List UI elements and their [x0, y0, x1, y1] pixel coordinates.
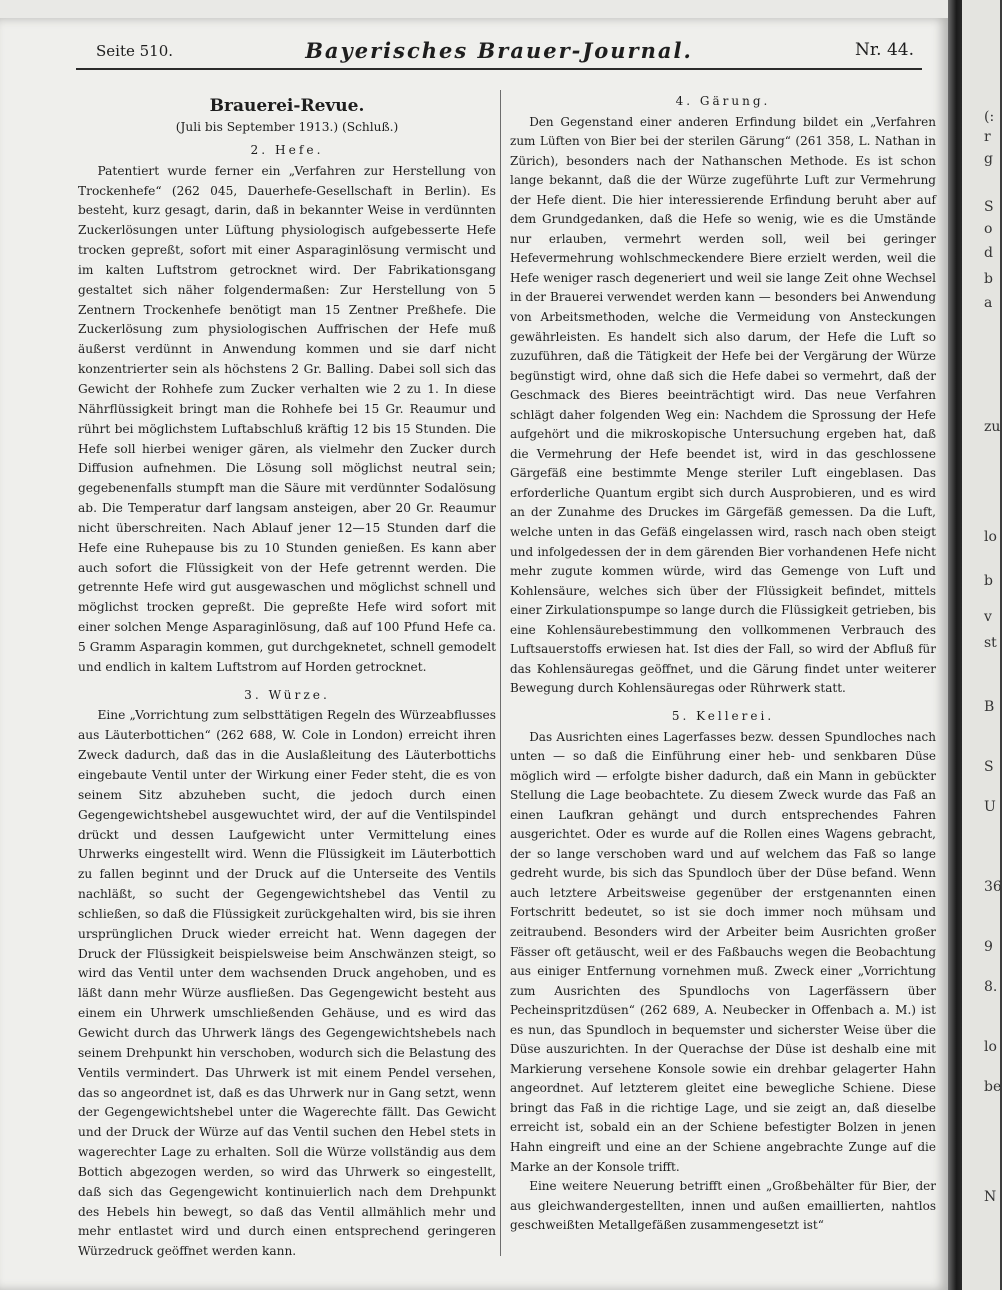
next-page-edge: [962, 0, 1000, 1290]
next-page-fragment: 36: [984, 879, 1002, 895]
journal-title: Bayerisches Brauer-Journal.: [305, 38, 693, 63]
next-page-fragment: S: [984, 759, 994, 775]
page-header: [76, 30, 922, 70]
next-page-fragment: lo: [984, 529, 997, 545]
next-page-fragment: b: [984, 573, 993, 589]
section-heading-wuerze: 3. Würze.: [244, 687, 330, 702]
next-page-fragment: a: [984, 295, 993, 311]
next-page-fragment: N: [984, 1189, 997, 1205]
next-page-fragment: B: [984, 699, 995, 715]
next-page-fragment: v: [984, 609, 992, 625]
section-heading-hefe: 2. Hefe.: [250, 142, 324, 157]
paragraph-hefe: Patentiert wurde ferner ein „Verfahren zur Herstellung von Trockenhefe“ (262 045, Dauerhefe-Gesellschaft in Berlin). Es besteht, kurz gesagt, darin, daß in bekannter Weise in verdünnten Zuckerlösungen unter Lüftung physiologisch aufgebesserte Hefe trocken gepreßt, sofort mit einer Asparaginlösung vermischt und im kalten Luftstrom getrocknet wird. Der Fabrikationsgang gestaltet sich näher folgendermaßen: Zur Herstellung von 5 Zentnern Trockenhefe benötigt man 15 Zentner Preßhefe. Die Zuckerlösung zum physiologischen Auffrischen der Hefe muß äußerst verdünnt in Anwendung kommen und sie darf nicht konzentrierter sein als höchstens 2 Gr. Balling. Dabei soll sich das Gewicht der Rohhefe zum Zucker verhalten wie 2 zu 1. In diese Nährflüssigkeit bringt man die Rohhefe bei 15 Gr. Reaumur und rührt bei möglichstem Luftabschluß kräftig 12 bis 15 Stunden. Die Hefe soll hierbei weniger gären, als vielmehr den Zucker durch Diffusion aufnehmen. Die Lösung soll möglichst neutral sein; gegebenenfalls stumpft man die Säure mit verdünnter Sodalösung ab. Die Temperatur darf langsam ansteigen, aber 20 Gr. Reaumur nicht überschreiten. Nach Ablauf jener 12—15 Stunden darf die Hefe eine Ruhepause bis zu 10 Stunden genießen. Es kann aber auch sofort die Flüssigkeit von der Hefe getrennt werden. Die getrennte Hefe wird gut ausgewaschen und möglichst schnell und möglichst trocken gepreßt. Die gepreßte Hefe wird sofort mit einer solchen Menge Asparaginlösung, daß auf 100 Pfund Hefe ca. 5 Gramm Asparagin kommen, gut durchgeknetet, schnell gemodelt und endlich in kaltem Luftstrom auf Horden getrocknet.: [78, 163, 496, 674]
next-page-fragment: st: [984, 635, 997, 651]
next-page-fragment: b: [984, 271, 993, 287]
paragraph-gaerung: Den Gegenstand einer anderen Erfindung bildet ein „Verfahren zum Lüften von Bier bei der sterilen Gärung“ (261 358, L. Nathan in Zürich), besonders nach der Nathanschen Methode. Es ist schon lange bekannt, daß die der Würze zugeführte Luft zur Vermehrung der Hefe dient. Die hier interessierende Erfindung beruht aber auf dem Grundgedanken, daß die Hefe so wenig, wie es die Umstände nur erlauben, vermehrt werden soll, weil bei geringer Hefevermehrung wohlschmeckendere Biere erzielt werden, weil die Hefe weniger rasch degeneriert und weil sie lange Zeit ohne Wechsel in der Brauerei verwendet werden kann — besonders bei Anwendung von Arbeitsmethoden, welche die Vermeidung von Ansteckungen gewährleisten. Es handelt sich also darum, der Hefe die Luft so zuzuführen, daß die Tätigkeit der Hefe bei der Vergärung der Würze begünstigt wird, ohne daß sich die Hefe dabei so vermehrt, daß der Geschmack des Bieres beeinträchtigt wird. Das neue Verfahren schlägt daher folgenden Weg ein: Nachdem die Sprossung der Hefe aufgehört und die mikroskopische Untersuchung ergeben hat, daß die Vermehrung der Hefe beendet ist, wird in das geschlossene Gärgefäß eine bestimmte Menge steriler Luft eingeblasen. Das erforderliche Quantum ergibt sich durch Ausprobieren, und es wird an der Zunahme des Druckes im Gärgefäß gemessen. Da die Luft, welche unten in das Gefäß eingelassen wird, rasch nach oben steigt und infolgedessen der in dem gärenden Bier vorhandenen Hefe nicht mehr zugute kommen würde, wird das Gemenge von Luft und Kohlensäure, welches sich über der Flüssigkeit befindet, mittels einer Zirkulationspumpe so lange durch die Flüssigkeit getrieben, bis eine Kohlensäurebestimmung den vollkommenen Verbrauch des Luftsauerstoffs erwiesen hat. Ist dies der Fall, so wird der Abfluß für das Kohlensäuregas geöffnet, und die Gärung findet unter weiterer Bewegung durch Kohlensäuregas oder Rührwerk statt.: [510, 114, 936, 696]
issue-number: Nr. 44.: [855, 40, 914, 60]
left-column: [78, 92, 496, 1262]
page-number: Seite 510.: [96, 42, 174, 60]
article-title: Brauerei-Revue.: [209, 96, 365, 116]
next-page-fragment: (:: [984, 109, 995, 125]
paragraph-kellerei-1: Das Ausrichten eines Lagerfasses bezw. dessen Spundloches nach unten — so daß die Einführung einer heb- und senkbaren Düse möglich wird — erfolgte bisher dadurch, daß ein Mann in gebückter Stellung die Lage beobachtete. Zu diesem Zweck wurde das Faß an einen Laufkran gehängt und durch entsprechendes Fahren ausgerichtet. Oder es wurde auf die Rollen eines Wagens gebracht, der so lange verschoben ward und auf welchem das Faß so lange gedreht wurde, bis sich das Spundloch über der Düse befand. Wenn auch letztere Arbeitsweise gegenüber der erstgenannten einen Fortschritt bedeutet, so ist sie doch immer noch mühsam und zeitraubend. Besonders wird der Arbeiter beim Ausrichten großer Fässer oft getäuscht, weil er des Faßbauchs wegen die Beobachtung aus einiger Entfernung vornehmen muß. Zweck einer „Vorrichtung zum Ausrichten des Spundlochs von Lagerfässern über Pecheinspritzdüsen“ (262 689, A. Neubecker in Offenbach a. M.) ist es nun, das Spundloch in bequemster und sicherster Weise über die Düse auszurichten. In der Querachse der Düse ist deshalb eine mit Markierung versehene Konsole sowie ein drehbar gelagerter Hahn angeordnet. Auf letzterem gleitet eine bewegliche Schiene. Diese bringt das Faß in die richtige Lage, und sie zeigt an, daß dieselbe erreicht ist, sobald ein an der Schiene befestigter Bolzen in jenen Hahn eingreift und eine an der Schiene angebrachte Zunge auf die Marke an der Konsole trifft.: [510, 729, 936, 1174]
next-page-fragment: o: [984, 221, 993, 237]
right-column: [510, 92, 936, 1236]
header-rule: [76, 68, 922, 70]
next-page-fragment: lo: [984, 1039, 997, 1055]
book-gutter: [948, 0, 962, 1290]
paragraph-kellerei-2: Eine weitere Neuerung betrifft einen „Großbehälter für Bier, der aus gleichwandergestellten, innen und außen emaillierten, nahtlos geschweißten Metallgefäßen zusammengesetzt ist“: [510, 1179, 936, 1233]
section-heading-kellerei: 5. Kellerei.: [671, 708, 775, 723]
next-page-fragment: 8.: [984, 979, 998, 995]
next-page-fragment: zu: [984, 419, 1001, 435]
next-page-fragment: S: [984, 199, 994, 215]
paragraph-wuerze: Eine „Vorrichtung zum selbsttätigen Regeln des Würzeabflusses aus Läuterbottichen“ (262 688, W. Cole in London) erreicht ihren Zweck dadurch, daß das in die Auslaßleitung des Läuterbottichs eingebaute Ventil unter der Wirkung einer Feder steht, die es von seinem Sitz abzuheben sucht, die jedoch durch einen Gegengewichtshebel ausgewuchtet wird, der auf die Ventilspindel drückt und dessen Laufgewicht unter Vermittelung eines Uhrwerks eingestellt wird. Wenn die Flüssigkeit im Läuterbottich zu fallen beginnt und der Druck auf die Unterseite des Ventils nachläßt, so sucht der Gegengewichtshebel das Ventil zu schließen, so daß die Flüssigkeit zurückgehalten wird, bis sie ihren ursprünglichen Druck wieder erreicht hat. Wenn dagegen der Druck der Flüssigkeit beispielsweise beim Anschwänzen steigt, so wird das Ventil unter dem wachsenden Druck angehoben, und es läßt dann mehr Würze ausfließen. Das Gegengewicht besteht aus einem ein Uhrwerk umschließenden Gehäuse, und es wird das Gewicht durch das Uhrwerk längs des Gegengewichtshebels nach seinem Drehpunkt hin verschoben, wodurch sich die Belastung des Ventils vermindert. Das Uhrwerk ist mit einem Pendel versehen, das so angeordnet ist, daß es das Uhrwerk nur in Gang setzt, wenn der Gegengewichtshebel unter die Wagerechte fällt. Das Gewicht und der Druck der Würze auf das Ventil suchen den Hebel stets in wagerechter Lage zu erhalten. Soll die Würze vollständig aus dem Bottich abgezogen werden, so wird das Uhrwerk so eingestellt, daß sich das Gegengewicht kontinuierlich nach dem Drehpunkt des Hebels hin bewegt, so daß das Ventil allmählich mehr und mehr entlastet wird und durch einen entsprechend geringeren Würzedruck geöffnet werden kann.: [78, 708, 496, 1259]
next-page-fragment: r: [984, 129, 991, 145]
next-page-fragment: 9: [984, 939, 993, 955]
next-page-fragment: U: [984, 799, 996, 815]
column-divider: [500, 90, 501, 1256]
next-page-fragment: d: [984, 245, 993, 261]
section-heading-gaerung: 4. Gärung.: [675, 94, 771, 108]
next-page-fragment: g: [984, 151, 993, 167]
article-subtitle: (Juli bis September 1913.) (Schluß.): [175, 120, 399, 134]
next-page-fragment: be: [984, 1079, 1002, 1095]
scan-border: [0, 0, 1000, 18]
